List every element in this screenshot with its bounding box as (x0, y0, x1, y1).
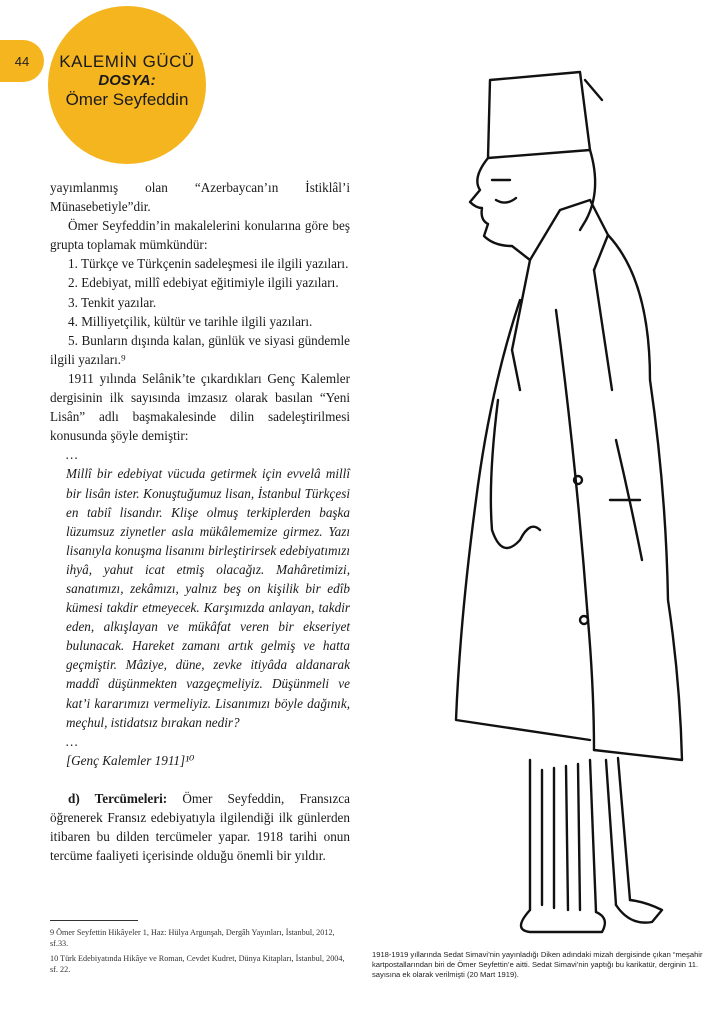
quote-ellipsis: … (66, 447, 78, 463)
list-item: 5. Bunların dışında kalan, günlük ve siyasi gündemle ilgili yazıları.⁹ (50, 332, 350, 367)
body-column (50, 178, 350, 865)
paragraph: 1911 yılında Selânik’te çıkardıkları Genç Kalemler dergisinin ilk sayısında imzasız olarak basılan “Yeni Lisân” adlı başmakalesinde dilin sadeleştirilmesi konusunda şöyle demiştir: (50, 370, 350, 444)
figure-caption: 1918-1919 yıllarında Sedat Simavi’nin yayınladığı Diken adındaki mizah dergisinde çıkan “meşahir kartpostallarından biri de Ömer Seyfettin’e aitti. Sedat Simavi’nin yaptığı bu karikatür, derginin 11. sayısına ek olarak verilmişti (20 Mart 1919). (372, 950, 703, 979)
paragraph: yayımlanmış olan “Azerbaycan’ın İstiklâl’i Münasebetiyle”dir. (50, 180, 350, 215)
footnote: 9 Ömer Seyfettin Hikâyeler 1, Haz: Hülya Argunşah, Dergâh Yayınları, İstanbul, 2012, sf.33. (50, 928, 335, 948)
list-item: 2. Edebiyat, millî edebiyat eğitimiyle ilgili yazıları. (68, 275, 339, 291)
header-dossier-label: DOSYA: (98, 72, 156, 89)
footnote: 10 Türk Edebiyatında Hikâye ve Roman, Cevdet Kudret, Dünya Kitapları, İstanbul, 2004, sf. 22. (50, 954, 345, 974)
list-item: 3. Tenkit yazılar. (68, 294, 157, 310)
page-number: 44 (0, 40, 44, 82)
list-item: 1. Türkçe ve Türkçenin sadeleşmesi ile ilgili yazıları. (68, 256, 349, 272)
caricature-illustration (380, 60, 710, 940)
footnotes (50, 927, 350, 979)
section-header (48, 52, 206, 109)
quote-ellipsis: … (66, 733, 78, 749)
quote-source: [Genç Kalemler 1911]¹⁰ (66, 752, 195, 768)
block-quote: Millî bir edebiyat vücuda getirmek için evvelâ millî bir lisân ister. Konuştuğumuz lisan, İstanbul Türkçesi en tabiî lisandır. Klişe olmuş terkiplerden başka lüzumsuz ziynetler asla mükâlememize girmez. Yazı lisanıyla konuşma lisanını birleştirirsek edebiyatımızı ihyâ, yahut icat etmiş olacağız. Mahâretimizi, sanatımızı, zekâmızı, yalnız beş on kişilik bir edîb kümesi takdir etmeyecek. Karşımızda anlayan, takdir eden, alkışlayan ve mükâfat veren bir ekseriyet bulunacak. Hareket zamanı artık gelmiş ve hatta geçmiştir. Mâziye, düne, zevke itiyâda aldanarak maddî düşünmekten vazgeçmeliyiz. Düşünmeli ve kat’i kararımızı vermeliyiz. Lisanımızı böyle dağınık, meçhul, istidatsız bırakan nedir? (66, 466, 350, 730)
header-series-title: KALEMİN GÜCÜ (59, 52, 195, 71)
header-subject-name: Ömer Seyfeddin (65, 90, 189, 109)
section-paragraph (50, 789, 350, 865)
footnote-divider (50, 920, 138, 921)
list-item: 4. Milliyetçilik, kültür ve tarihle ilgili yazıları. (68, 313, 313, 329)
paragraph: Ömer Seyfeddin’in makalelerini konularına göre beş grupta toplamak mümkündür: (50, 218, 350, 253)
section-text: Ömer Seyfeddin, Fransızca öğrenerek Fransız edebiyatıyla ilgilendiği ilk günlerden itibaren bu dilden tercümeler yapar. 1918 tarihi onun tercüme faaliyeti içerisinde olduğu önemli bir yıldır. (50, 790, 350, 864)
section-title: d) Tercümeleri: (68, 790, 168, 806)
